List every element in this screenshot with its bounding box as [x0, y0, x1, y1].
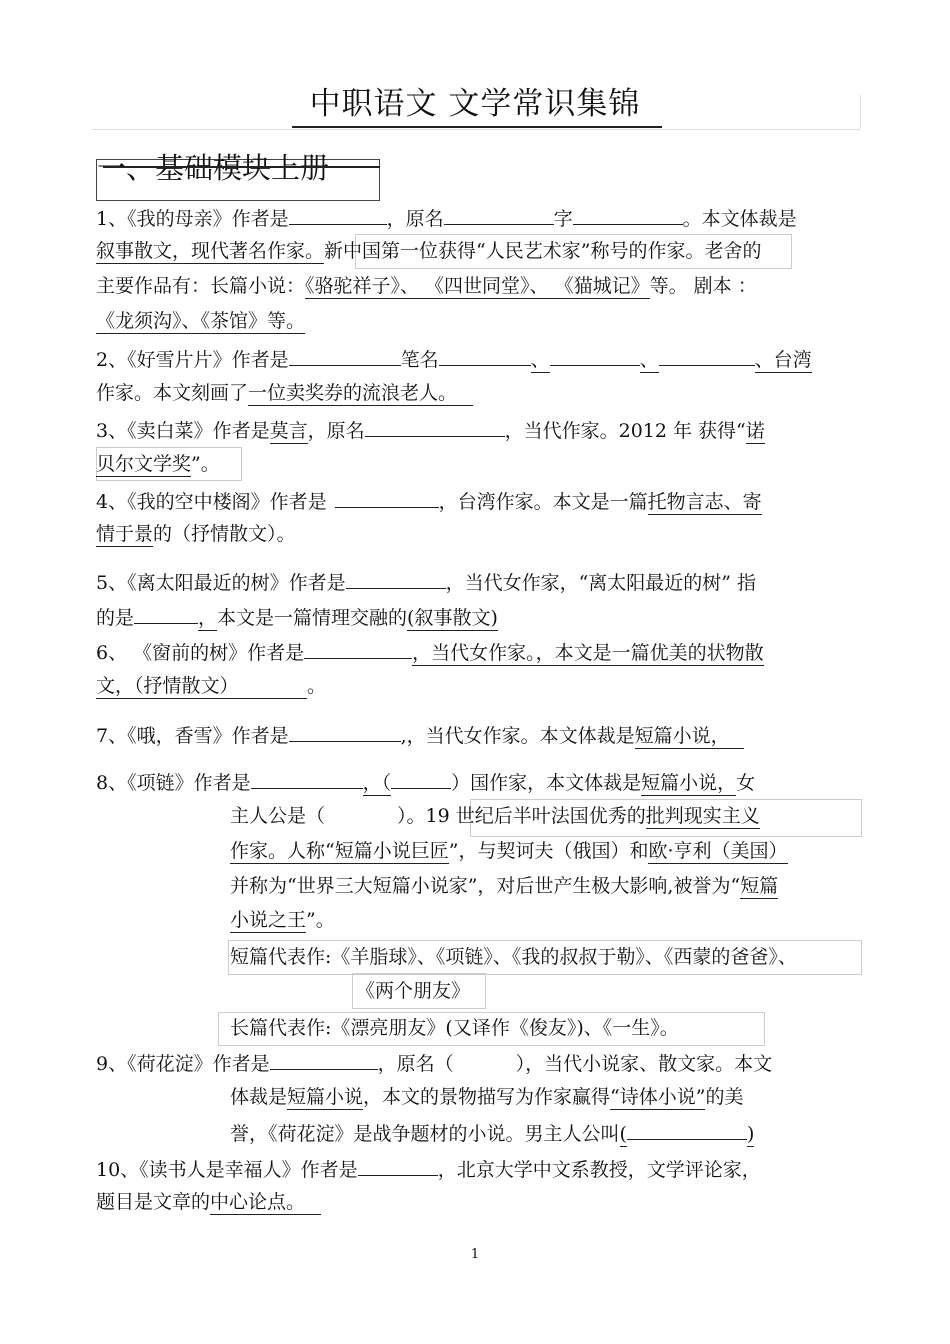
text-line — [96, 273, 757, 299]
text-line — [96, 768, 755, 796]
text: 主要作品有：长篇小说： — [96, 275, 306, 297]
text: ，台湾作家。本文是一篇 — [438, 491, 648, 513]
text: ，当代女作家，“离太阳最近的树” 指 — [445, 572, 757, 594]
underlined-text: 批判现实主义 — [645, 805, 760, 827]
fill-blank[interactable] — [439, 345, 531, 366]
text: ，原名 — [307, 420, 365, 442]
underlined-text: 欧·亨利（美国） — [648, 840, 788, 862]
underlined-text: 叙事散文，现代著名作家。 — [96, 240, 325, 262]
text-line — [96, 1189, 321, 1215]
text: 作家。本文刻画了 — [96, 382, 249, 404]
text-line — [356, 978, 470, 1004]
text: 女 — [736, 772, 756, 794]
text: 19 世纪后半叶法国优秀的 — [425, 805, 646, 827]
text-line — [230, 1015, 679, 1041]
text-line — [96, 521, 296, 547]
fill-blank[interactable] — [573, 204, 683, 225]
text: ，当代作家。2012 年 获得“ — [504, 420, 746, 442]
text-line — [96, 380, 473, 406]
fill-blank[interactable] — [550, 345, 640, 366]
text: ”。 — [306, 909, 335, 931]
underlined-text: 小说之王 — [230, 909, 307, 931]
text: 体裁是 — [230, 1086, 288, 1108]
text: 9、《荷花淀》作者是 — [96, 1053, 270, 1075]
text: ，原名（ — [377, 1053, 454, 1075]
text-line — [230, 1119, 754, 1147]
text: 字 — [553, 208, 573, 230]
text: 短篇代表作:《羊脂球》、《项链》、《我的叔叔于勒》、《西蒙的爸爸》、 — [230, 946, 797, 968]
text-line — [230, 803, 760, 829]
underlined-text: 中心论点。 — [210, 1191, 321, 1215]
text: 3、《卖白菜》作者是 — [96, 420, 270, 442]
text: 的是 — [96, 607, 135, 629]
text: 的美 — [705, 1086, 744, 1108]
text: 、 — [530, 349, 550, 371]
text: 题目是文章的 — [96, 1191, 211, 1213]
text: 笔名 — [400, 349, 439, 371]
fill-blank[interactable] — [365, 416, 505, 437]
text: 、 — [639, 349, 659, 371]
text: ， — [198, 607, 218, 629]
section-strike — [103, 166, 380, 168]
text: 主人公是（ — [230, 805, 326, 827]
title-underline — [292, 126, 662, 128]
text: ”，与契诃夫（俄国）和 — [448, 840, 649, 862]
text: ，北京大学中文系教授，文学评论家， — [437, 1159, 761, 1181]
text: 长篇代表作:《漂亮朋友》(又译作《俊友》)、《一生》。 — [230, 1017, 679, 1039]
fill-blank[interactable] — [289, 721, 401, 742]
text-line — [230, 944, 797, 970]
text: ) — [746, 1123, 755, 1145]
text: ,，当代女作家。本文体裁是 — [400, 725, 635, 747]
underlined-text: “诗体小说” — [610, 1086, 706, 1108]
underlined-text: 作家。人称“ — [230, 840, 335, 862]
underlined-text: 一位卖奖券的流浪老人。 — [248, 382, 473, 406]
text-line — [230, 873, 778, 899]
text: 1、《我的母亲》作者是 — [96, 208, 289, 230]
underlined-text: 诺 — [745, 420, 765, 442]
underlined-text: 《骆驼祥子》、 《四世同堂》、 《猫城记》 — [305, 275, 650, 297]
text: ，（ — [362, 772, 392, 794]
text-line — [96, 1049, 772, 1077]
underlined-text: 《龙须沟》、《茶馆》等。 — [96, 310, 306, 332]
text-line — [96, 568, 756, 596]
text: 誉，《荷花淀》是战争题材的小说。男主人公叫 — [230, 1123, 620, 1145]
underlined-text: ，当代女作家。，本文是一篇优美的状物散 — [412, 642, 764, 664]
text-line — [96, 204, 797, 232]
text-line — [230, 838, 788, 864]
fill-blank[interactable] — [627, 1119, 747, 1140]
text-line — [96, 721, 744, 749]
text: 7、《哦，香雪》作者是 — [96, 725, 289, 747]
text-line — [96, 487, 762, 515]
text: 新中国第一位获得“人民艺术家”称号的作家。 — [324, 240, 705, 262]
page-title: 中职语文 文学常识集锦 — [309, 86, 641, 122]
text: 5、《离太阳最近的树》作者是 — [96, 572, 346, 594]
text: ），当代小说家、散文家。本文 — [515, 1053, 773, 1075]
text: 《两个朋友》 — [356, 980, 471, 1002]
fill-blank[interactable] — [444, 204, 554, 225]
underlined-text: 短篇小说， — [641, 772, 737, 794]
text-line — [96, 1155, 761, 1183]
underlined-text: (叙事散文) — [407, 607, 498, 629]
text: 4、《我的空中楼阁》作者是 — [96, 491, 327, 513]
page-number: 1 — [470, 1247, 480, 1262]
fill-blank[interactable] — [659, 345, 755, 366]
text: ）。 — [397, 805, 426, 827]
underlined-text: 贝尔文学奖 — [96, 453, 192, 475]
text-line — [96, 603, 498, 631]
text: ( — [619, 1123, 627, 1145]
text-line — [230, 1084, 744, 1110]
fill-blank[interactable] — [289, 345, 401, 366]
text-line — [96, 416, 765, 444]
text: 。 — [307, 675, 327, 697]
fill-blank[interactable] — [335, 487, 439, 508]
text: 10、《读书人是幸福人》作者是 — [96, 1159, 358, 1181]
fill-blank[interactable] — [304, 638, 412, 659]
text: 2、《好雪片片》作者是 — [96, 349, 289, 371]
text: ，原名 — [386, 208, 444, 230]
underlined-text: 短篇 — [740, 875, 779, 897]
text: 8、《项链》作者是 — [96, 772, 251, 794]
text: 等。 剧本 ： — [649, 275, 757, 297]
text-line — [96, 451, 220, 477]
fill-blank[interactable] — [391, 768, 451, 789]
text: 6、 《窗前的树》作者是 — [96, 642, 305, 664]
fill-blank[interactable] — [346, 568, 446, 589]
fill-blank[interactable] — [134, 603, 198, 624]
fill-blank[interactable] — [289, 204, 387, 225]
underlined-text: 短篇小说巨匠 — [334, 840, 449, 862]
underlined-text: 莫言 — [269, 420, 308, 442]
text-line — [96, 673, 326, 699]
text-line — [96, 308, 305, 334]
underlined-text: 文，（抒情散文） — [96, 675, 307, 699]
text: 的（抒情散文）。 — [153, 523, 296, 545]
text: ）国作家，本文体裁是 — [451, 772, 642, 794]
header-rule — [92, 129, 860, 130]
text-line — [96, 345, 812, 373]
underlined-text: 短篇小说 — [287, 1086, 364, 1108]
text: 、台湾 — [754, 349, 812, 371]
underlined-text: 短篇小说， — [635, 725, 744, 749]
text: 本文是一篇情理交融的 — [217, 607, 408, 629]
text-line — [230, 907, 335, 933]
header-corner — [860, 95, 861, 129]
underlined-text: 托物言志、寄 — [647, 491, 762, 513]
text-line — [96, 238, 761, 264]
text: 。本文体裁是 — [682, 208, 797, 230]
fill-blank[interactable] — [358, 1155, 438, 1176]
text: 老舍的 — [704, 240, 762, 262]
text-line — [96, 638, 764, 666]
text: ，本文的景物描写为作家赢得 — [363, 1086, 611, 1108]
fill-blank[interactable] — [270, 1049, 378, 1070]
section-title: 一、基础模块上册 — [97, 151, 330, 185]
underlined-text: 情于景 — [96, 523, 154, 545]
text: 并称为“世界三大短篇小说家”，对后世产生极大影响,被誉为“ — [230, 875, 741, 897]
fill-blank[interactable] — [251, 768, 363, 789]
text: ”。 — [191, 453, 220, 475]
